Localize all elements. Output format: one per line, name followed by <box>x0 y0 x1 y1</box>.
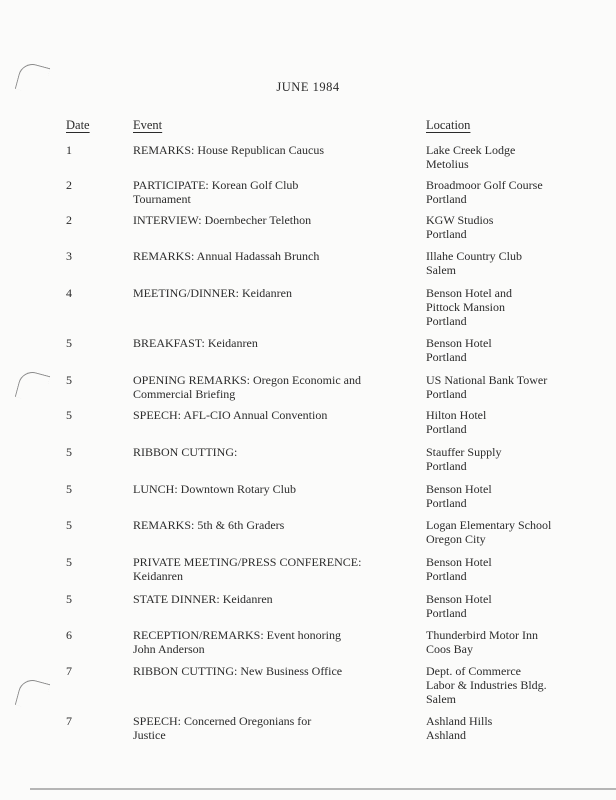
location-text-line: Ashland <box>426 728 466 742</box>
location-text-line: Dept. of Commerce <box>426 664 521 678</box>
location-text-line: Portland <box>426 350 467 364</box>
row-event <box>133 555 413 583</box>
location-text-line: Portland <box>426 314 467 328</box>
punch-hole-mark <box>15 677 51 713</box>
row-date: 5 <box>66 482 72 496</box>
event-text-line: RIBBON CUTTING: New Business Office <box>133 664 343 678</box>
column-header-location: Location <box>426 118 471 132</box>
row-date: 5 <box>66 373 72 387</box>
row-event <box>133 482 413 496</box>
event-text-line: PRIVATE MEETING/PRESS CONFERENCE: <box>133 555 362 569</box>
location-text-line: Illahe Country Club <box>426 249 522 263</box>
location-text-line: Salem <box>426 692 456 706</box>
event-text-line: Keidanren <box>133 569 183 583</box>
location-text-line: Stauffer Supply <box>426 445 502 459</box>
location-text-line: Broadmoor Golf Course <box>426 178 543 192</box>
event-text-line: MEETING/DINNER: Keidanren <box>133 286 292 300</box>
location-text-line: Benson Hotel and <box>426 286 512 300</box>
event-text-line: SPEECH: AFL-CIO Annual Convention <box>133 408 328 422</box>
row-date: 7 <box>66 664 72 678</box>
row-date: 2 <box>66 178 72 192</box>
row-date: 5 <box>66 518 72 532</box>
row-event <box>133 664 413 678</box>
row-location <box>426 555 606 583</box>
location-text-line: US National Bank Tower <box>426 373 548 387</box>
row-location <box>426 664 606 706</box>
location-text-line: Labor & Industries Bldg. <box>426 678 547 692</box>
row-location <box>426 143 606 171</box>
location-text-line: Lake Creek Lodge <box>426 143 516 157</box>
row-location <box>426 286 606 328</box>
column-header-event: Event <box>133 118 163 132</box>
event-text-line: John Anderson <box>133 642 205 656</box>
row-date: 7 <box>66 714 72 728</box>
row-event <box>133 336 413 350</box>
row-date: 5 <box>66 336 72 350</box>
row-event <box>133 628 413 656</box>
row-event <box>133 143 413 157</box>
location-text-line: Metolius <box>426 157 469 171</box>
row-event <box>133 592 413 606</box>
row-event <box>133 286 413 300</box>
location-text-line: Portland <box>426 192 467 206</box>
page-title: JUNE 1984 <box>276 80 340 94</box>
row-location <box>426 178 606 206</box>
column-header-date: Date <box>66 118 90 132</box>
row-location <box>426 373 606 401</box>
row-location <box>426 714 606 742</box>
event-text-line: SPEECH: Concerned Oregonians for <box>133 714 312 728</box>
event-text-line: REMARKS: Annual Hadassah Brunch <box>133 249 320 263</box>
location-text-line: Coos Bay <box>426 642 474 656</box>
location-text-line: Benson Hotel <box>426 336 492 350</box>
location-text-line: Benson Hotel <box>426 555 492 569</box>
row-location <box>426 336 606 364</box>
row-event <box>133 213 413 227</box>
event-text-line: STATE DINNER: Keidanren <box>133 592 273 606</box>
location-text-line: Benson Hotel <box>426 592 492 606</box>
location-text-line: Hilton Hotel <box>426 408 487 422</box>
row-date: 6 <box>66 628 72 642</box>
row-date: 5 <box>66 555 72 569</box>
row-event <box>133 408 413 422</box>
location-text-line: KGW Studios <box>426 213 494 227</box>
location-text-line: Portland <box>426 496 467 510</box>
location-text-line: Salem <box>426 263 456 277</box>
event-text-line: RECEPTION/REMARKS: Event honoring <box>133 628 342 642</box>
row-date: 3 <box>66 249 72 263</box>
location-text-line: Portland <box>426 422 467 436</box>
event-text-line: RIBBON CUTTING: <box>133 445 238 459</box>
row-date: 5 <box>66 592 72 606</box>
page-bottom-edge <box>30 788 616 790</box>
row-event <box>133 373 413 401</box>
event-text-line: INTERVIEW: Doernbecher Telethon <box>133 213 312 227</box>
location-text-line: Benson Hotel <box>426 482 492 496</box>
event-text-line: PARTICIPATE: Korean Golf Club <box>133 178 299 192</box>
row-location <box>426 628 606 656</box>
row-location <box>426 408 606 436</box>
row-event <box>133 178 413 206</box>
location-text-line: Oregon City <box>426 532 486 546</box>
event-text-line: Tournament <box>133 192 191 206</box>
location-text-line: Portland <box>426 387 467 401</box>
location-text-line: Logan Elementary School <box>426 518 552 532</box>
location-text-line: Ashland Hills <box>426 714 493 728</box>
location-text-line: Pittock Mansion <box>426 300 506 314</box>
row-location <box>426 482 606 510</box>
row-event <box>133 714 413 742</box>
location-text-line: Portland <box>426 606 467 620</box>
location-text-line: Portland <box>426 569 467 583</box>
row-date: 2 <box>66 213 72 227</box>
event-text-line: Commercial Briefing <box>133 387 236 401</box>
event-text-line: Justice <box>133 728 166 742</box>
row-location <box>426 445 606 473</box>
row-date: 5 <box>66 408 72 422</box>
row-event <box>133 445 413 459</box>
punch-hole-mark <box>15 369 51 405</box>
row-location <box>426 213 606 241</box>
row-event <box>133 518 413 532</box>
row-location <box>426 518 606 546</box>
row-date: 5 <box>66 445 72 459</box>
event-text-line: REMARKS: House Republican Caucus <box>133 143 324 157</box>
row-date: 1 <box>66 143 72 157</box>
location-text-line: Portland <box>426 459 467 473</box>
row-event <box>133 249 413 263</box>
row-date: 4 <box>66 286 72 300</box>
event-text-line: BREAKFAST: Keidanren <box>133 336 258 350</box>
row-location <box>426 249 606 277</box>
event-text-line: REMARKS: 5th & 6th Graders <box>133 518 285 532</box>
event-text-line: LUNCH: Downtown Rotary Club <box>133 482 296 496</box>
location-text-line: Thunderbird Motor Inn <box>426 628 538 642</box>
row-location <box>426 592 606 620</box>
location-text-line: Portland <box>426 227 467 241</box>
event-text-line: OPENING REMARKS: Oregon Economic and <box>133 373 361 387</box>
